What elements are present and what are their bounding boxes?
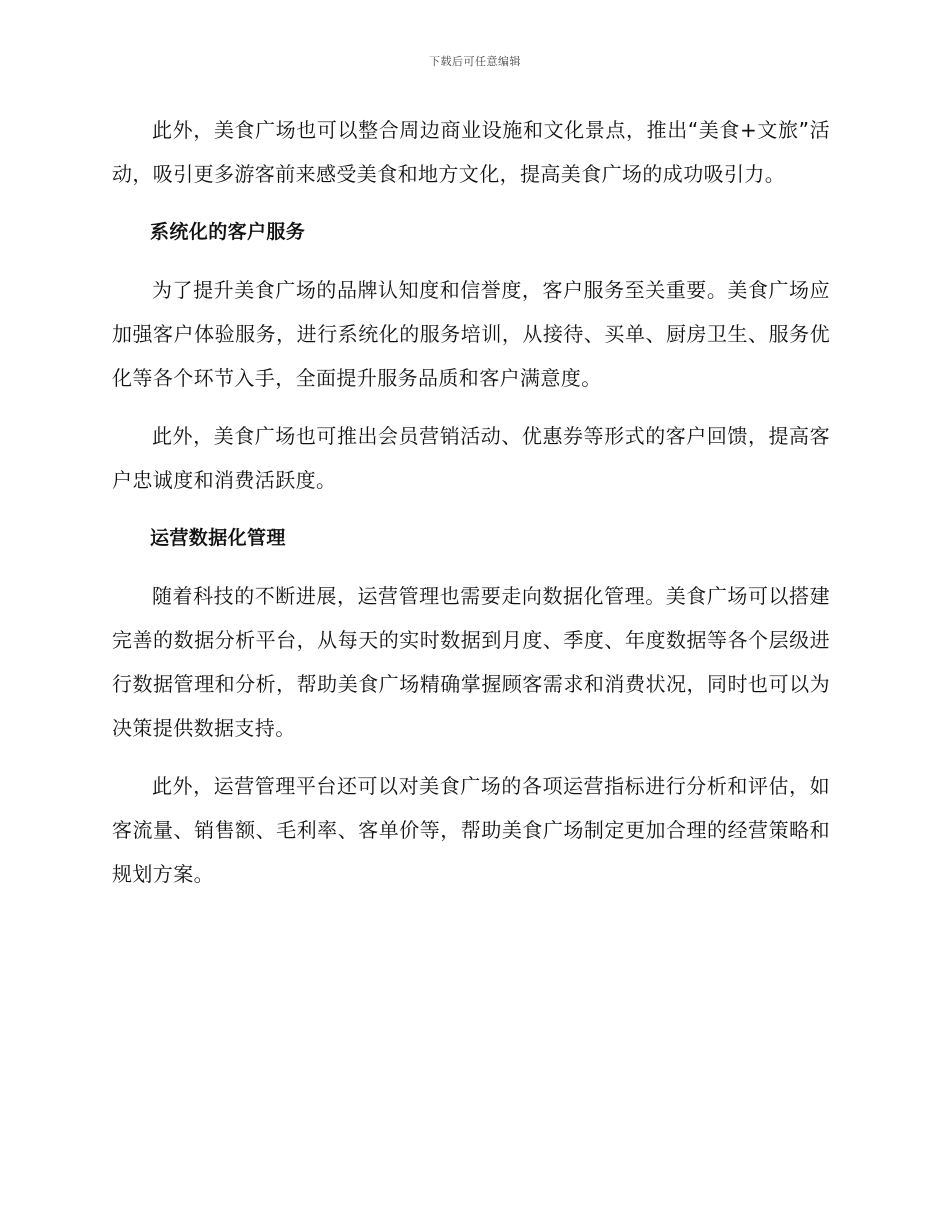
paragraph-membership: 此外，美食广场也可推出会员营销活动、优惠券等形式的客户回馈，提高客户忠诚度和消费活跃度。: [112, 424, 830, 492]
heading-data-management: 运营数据化管理: [150, 527, 286, 549]
page-header: 下载后可任意编辑: [429, 55, 521, 68]
heading-customer-service: 系统化的客户服务: [150, 221, 306, 243]
paragraph-customer-service: 为了提升美食广场的品牌认知度和信誉度，客户服务至关重要。美食广场应加强客户体验服务，进行系统化的服务培训，从接待、买单、厨房卫生、服务优化等各个环节入手，全面提升服务品质和客户满意度。: [112, 278, 830, 390]
paragraph-culture-tourism: 此外，美食广场也可以整合周边商业设施和文化景点，推出“美食+文旅”活动，吸引更多游客前来感受美食和地方文化，提高美食广场的成功吸引力。: [112, 118, 830, 186]
paragraph-data-platform: 随着科技的不断进展，运营管理也需要走向数据化管理。美食广场可以搭建完善的数据分析平台，从每天的实时数据到月度、季度、年度数据等各个层级进行数据管理和分析，帮助美食广场精确掌握顾客需求和消费状况，同时也可以为决策提供数据支持。: [112, 584, 830, 740]
document-body: [112, 108, 830, 896]
paragraph-operating-metrics: 此外，运营管理平台还可以对美食广场的各项运营指标进行分析和评估，如客流量、销售额、毛利率、客单价等，帮助美食广场制定更加合理的经营策略和规划方案。: [112, 774, 830, 886]
